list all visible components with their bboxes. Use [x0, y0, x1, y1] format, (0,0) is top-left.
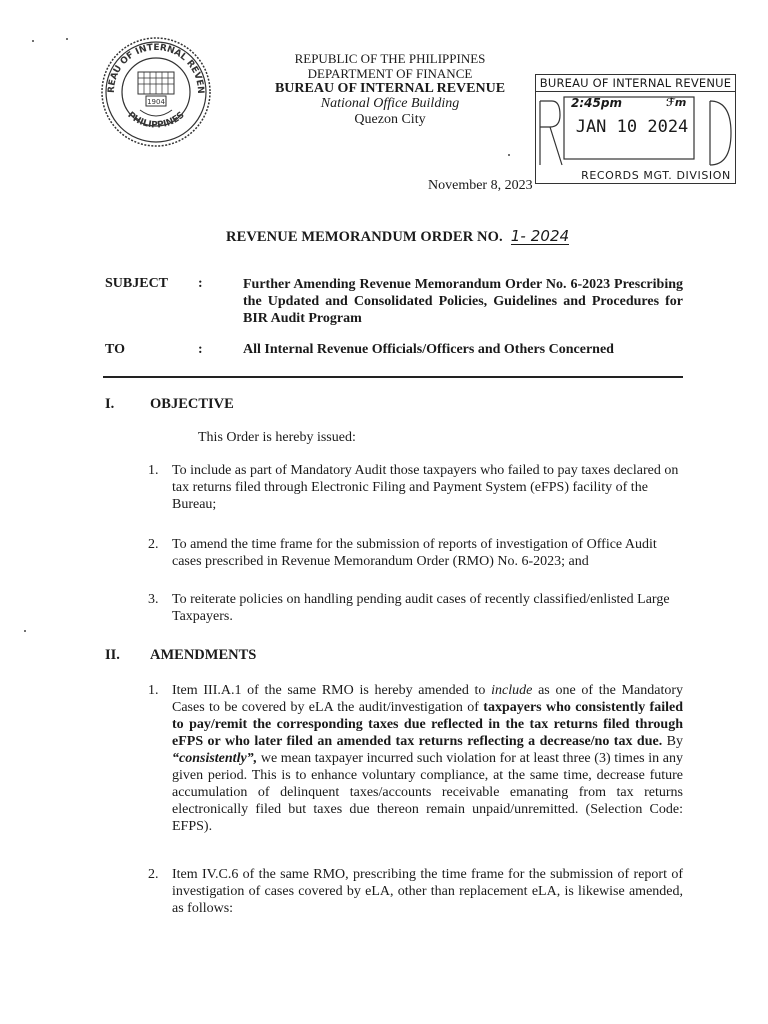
subject-colon: :	[198, 276, 203, 291]
bir-seal-logo	[100, 36, 212, 148]
rmo-heading	[226, 229, 569, 246]
amendment-item-text: Item IV.C.6 of the same RMO, prescribing the time frame for the submission of report of investigation of cases covered by eLA, other than replacement eLA, is likewise amended, as follows:	[172, 867, 683, 916]
stamp-date: JAN 10 2024	[575, 117, 689, 137]
amendment-item-number: 1.	[148, 683, 159, 698]
objective-item-number: 3.	[148, 592, 159, 607]
to-text: All Internal Revenue Officials/Officers and Others Concerned	[243, 342, 614, 357]
section-2-title: AMENDMENTS	[150, 647, 257, 663]
received-stamp	[535, 74, 736, 184]
objective-item-text: To amend the time frame for the submission of reports of investigation of Office Audit cases prescribed in Revenue Memorandum Order (RMO) No. 6-2023; and	[172, 537, 657, 569]
svg-text:BUREAU OF INTERNAL REVENUE: REAU OF INTERNAL REVEN	[106, 42, 206, 94]
rmo-number: 1- 2024	[510, 227, 570, 245]
stamp-footer: RECORDS MGT. DIVISION	[581, 169, 731, 182]
objective-item	[148, 462, 683, 513]
scan-speck	[24, 630, 26, 632]
amendment-item	[148, 866, 683, 917]
objective-item	[148, 591, 683, 625]
letterhead-republic: REPUBLIC OF THE PHILIPPINES	[294, 51, 486, 66]
section-1-title: OBJECTIVE	[150, 396, 234, 412]
svg-text:PHILIPPINES: PHILIPPINES	[125, 110, 187, 131]
amendment-item-number: 2.	[148, 867, 159, 882]
stamp-initials: ℱm	[666, 96, 687, 109]
to-label: TO	[105, 342, 125, 357]
rmo-label: REVENUE MEMORANDUM ORDER NO.	[226, 229, 503, 245]
amendment-item	[148, 682, 683, 835]
objective-item-number: 2.	[148, 537, 159, 552]
amendment-item-text: Item III.A.1 of the same RMO is hereby amended to include as one of the Mandatory Cases to be covered by eLA the audit/investigation of taxpayers who consistently failed to pay/remit the corresponding taxes due reflected in the tax returns filed through eFPS or who later filed an amended tax returns reflecting a decrease/no tax due. By “consistently”, we mean taxpayer incurred such violation for at least three (3) times in any given period. This is to enhance voluntary compliance, at the same time, decrease future accumulation of delinquent taxes/accounts receivable emanating from tax returns electronically filed but taxes due thereon remain unpaid/unremitted. (Selection Code: EFPS).	[172, 683, 684, 834]
scan-speck	[508, 154, 510, 156]
svg-text:1904: 1904	[147, 98, 165, 106]
objective-item	[148, 536, 683, 570]
objective-item-text: To include as part of Mandatory Audit those taxpayers who failed to pay taxes declared on tax returns filed through Electronic Filing and Payment System (eFPS) facility of the Bureau;	[172, 463, 679, 512]
letterhead-city: Quezon City	[354, 112, 426, 127]
scan-speck	[32, 40, 34, 42]
subject-label: SUBJECT	[105, 276, 169, 291]
subject-text: Further Amending Revenue Memorandum Order No. 6-2023 Prescribing the Updated and Consolidated Policies, Guidelines and Procedures for BIR Audit Program	[243, 277, 683, 326]
scan-speck	[66, 38, 68, 40]
letterhead-department: DEPARTMENT OF FINANCE	[307, 66, 473, 81]
letterhead-building: National Office Building	[320, 96, 460, 111]
stamp-header: BUREAU OF INTERNAL REVENUE	[536, 75, 735, 92]
section-1-intro: This Order is hereby issued:	[198, 430, 356, 445]
to-colon: :	[198, 342, 203, 357]
objective-item-number: 1.	[148, 463, 159, 478]
letterhead-bureau: BUREAU OF INTERNAL REVENUE	[274, 81, 506, 96]
section-1-number: I.	[105, 396, 115, 412]
stamp-time: 2:45pm	[571, 96, 622, 110]
section-2-number: II.	[105, 647, 120, 663]
objective-item-text: To reiterate policies on handling pending audit cases of recently classified/enlisted Large Taxpayers.	[172, 592, 670, 624]
header-divider	[103, 376, 683, 378]
document-date: November 8, 2023	[428, 178, 533, 193]
